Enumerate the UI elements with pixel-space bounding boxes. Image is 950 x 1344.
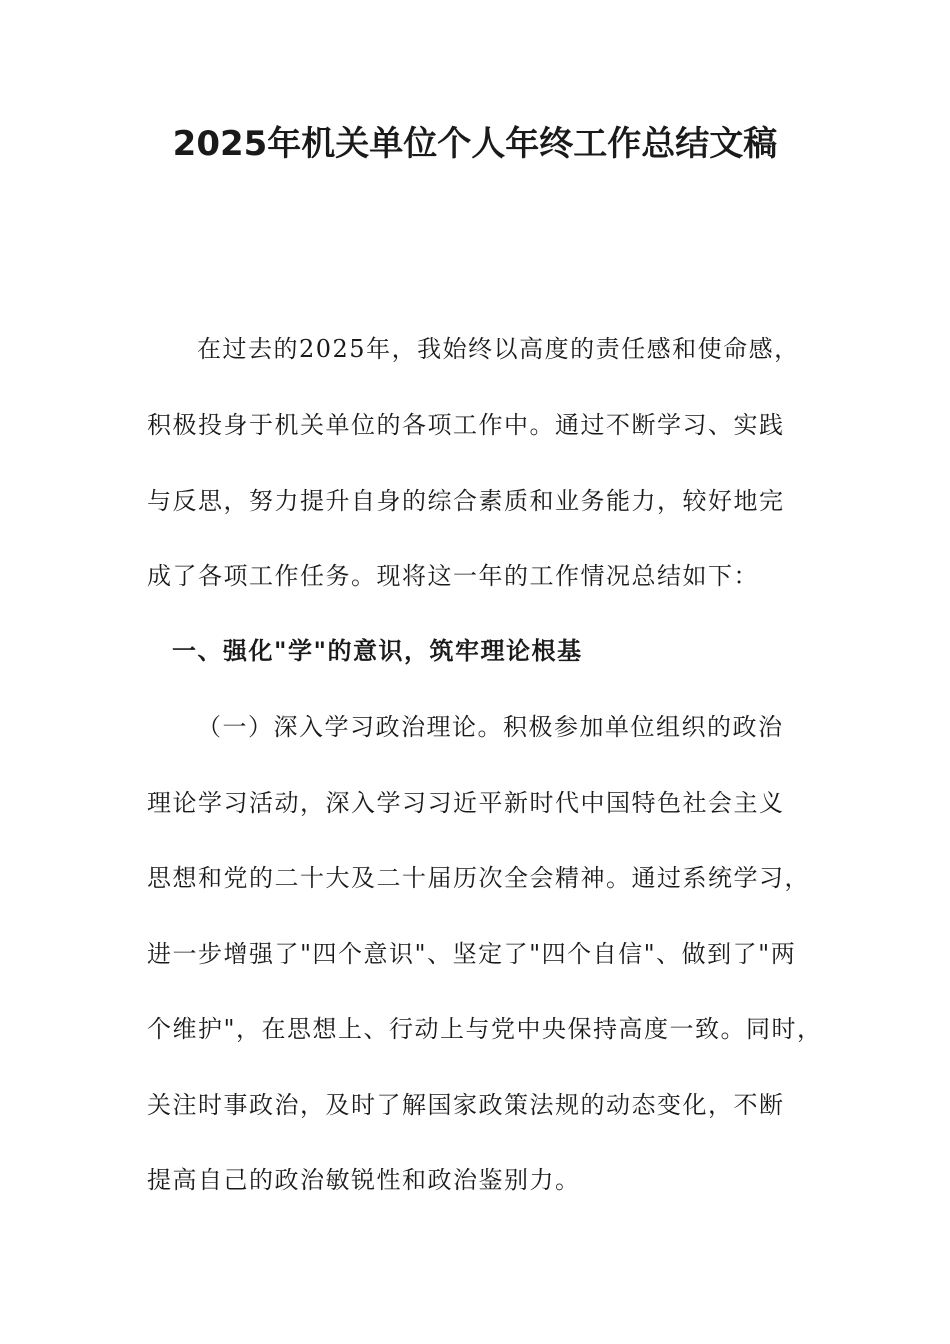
intro-line: 积极投身于机关单位的各项工作中。通过不断学习、实践	[147, 411, 785, 439]
intro-line: 与反思，努力提升自身的综合素质和业务能力，较好地完	[147, 487, 785, 515]
paragraph-line: 进一步增强了"四个意识"、坚定了"四个自信"、做到了"两	[147, 940, 797, 968]
paragraph-line: 关注时事政治，及时了解国家政策法规的动态变化，不断	[147, 1091, 785, 1119]
intro-line: 在过去的2025年，我始终以高度的责任感和使命感，	[197, 335, 800, 363]
paragraph-line: 思想和党的二十大及二十届历次全会精神。通过系统学习，	[147, 864, 810, 892]
paragraph-line: 提高自己的政治敏锐性和政治鉴别力。	[147, 1166, 581, 1194]
document-title: 2025年机关单位个人年终工作总结文稿	[172, 124, 778, 164]
paragraph-line: 理论学习活动，深入学习习近平新时代中国特色社会主义	[147, 789, 785, 817]
intro-line: 成了各项工作任务。现将这一年的工作情况总结如下：	[147, 562, 759, 590]
paragraph-line: 个维护"，在思想上、行动上与党中央保持高度一致。同时，	[147, 1015, 823, 1043]
section-heading: 一、强化"学"的意识，筑牢理论根基	[172, 637, 583, 665]
paragraph-line: （一）深入学习政治理论。积极参加单位组织的政治	[197, 713, 784, 741]
